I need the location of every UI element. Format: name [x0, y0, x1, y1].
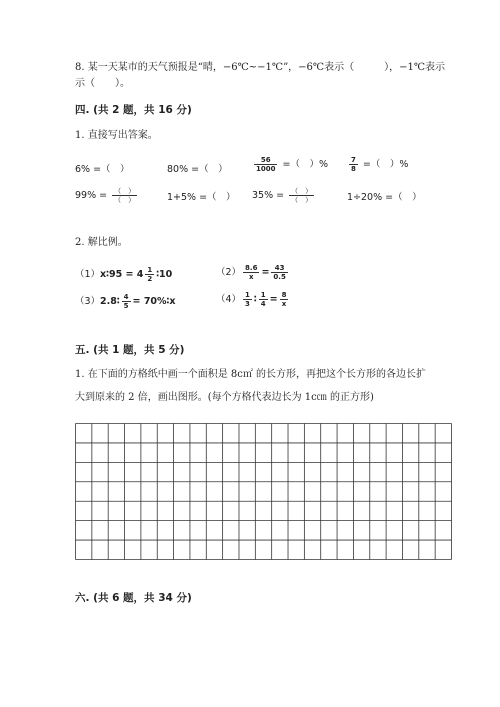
calc-1-plus-5pct: 1+5% =（ ）: [167, 192, 236, 203]
section4-title: 四. (共 2 题，共 16 分): [75, 104, 192, 116]
blank-fraction: $\frac{( )}{( )}$: [114, 187, 136, 204]
section5-q1-line2: 大到原来的 2 倍，画出图形。(每个方格代表边长为 1c㎝ 的正方形): [75, 392, 374, 403]
grid-paper[interactable]: [75, 423, 452, 560]
section4-q1-title: 1. 直接写出答案。: [75, 130, 158, 141]
section4-q2-title: 2. 解比例。: [75, 237, 128, 248]
section5-q1-line1: 1. 在下面的方格纸中画一个面积是 8c㎡ 的长方形，再把这个长方形的各边长扩: [75, 369, 427, 380]
calc-80pct: 80% =（ ）: [167, 164, 228, 175]
calc-6pct: 6% =（ ）: [75, 164, 130, 175]
blank-fraction: $\frac{( )}{( )}$: [291, 187, 313, 204]
proportion-1: （1）x∶95 = 4 $\frac{1}{2}$ ∶10: [75, 266, 173, 283]
fraction-56-1000: $\frac{56}{1000}$: [256, 156, 276, 173]
fraction-4-5: $\frac{4}{5}$: [123, 293, 129, 310]
calc-7-over-8: $\frac{7}{8}$ =（ ）%: [351, 156, 409, 173]
section5-title: 五. (共 1 题，共 5 分): [75, 344, 185, 356]
q8-line2: 示（ ）。: [75, 78, 130, 89]
calc-99pct: 99% = $\frac{( )}{( )}$: [75, 187, 136, 204]
calc-1-div-20pct: 1÷20% =（ ）: [347, 192, 422, 203]
fraction-1-3: $\frac{1}{3}$: [245, 291, 250, 308]
fraction-1-2: $\frac{1}{2}$: [147, 266, 153, 283]
fraction-1-4: $\frac{1}{4}$: [260, 291, 266, 308]
fraction-8-x: $\frac{8}{x}$: [281, 291, 287, 308]
fraction-8.6-x: $\frac{8.6}{x}$: [245, 264, 258, 281]
calc-56-over-1000: $\frac{56}{1000}$ =（ ）%: [256, 156, 329, 173]
proportion-2: （2） $\frac{8.6}{x}$ = $\frac{43}{0.5}$: [216, 264, 286, 281]
fraction-7-8: $\frac{7}{8}$: [351, 156, 356, 173]
proportion-3: （3）2.8∶ $\frac{4}{5}$ = 70%∶x: [75, 293, 176, 310]
calc-35pct: 35% = $\frac{( )}{( )}$: [252, 187, 313, 204]
section6-title: 六. (共 6 题，共 34 分): [75, 592, 192, 604]
q8-line1: 8. 某一天某市的天气预报是“晴，−6℃~−1℃”，−6℃表示（ ），−1℃表示: [75, 62, 446, 73]
proportion-4: （4） $\frac{1}{3}$ ∶ $\frac{1}{4}$ = $\frac{8}{x}$: [216, 291, 287, 308]
fraction-43-0.5: $\frac{43}{0.5}$: [273, 264, 286, 281]
